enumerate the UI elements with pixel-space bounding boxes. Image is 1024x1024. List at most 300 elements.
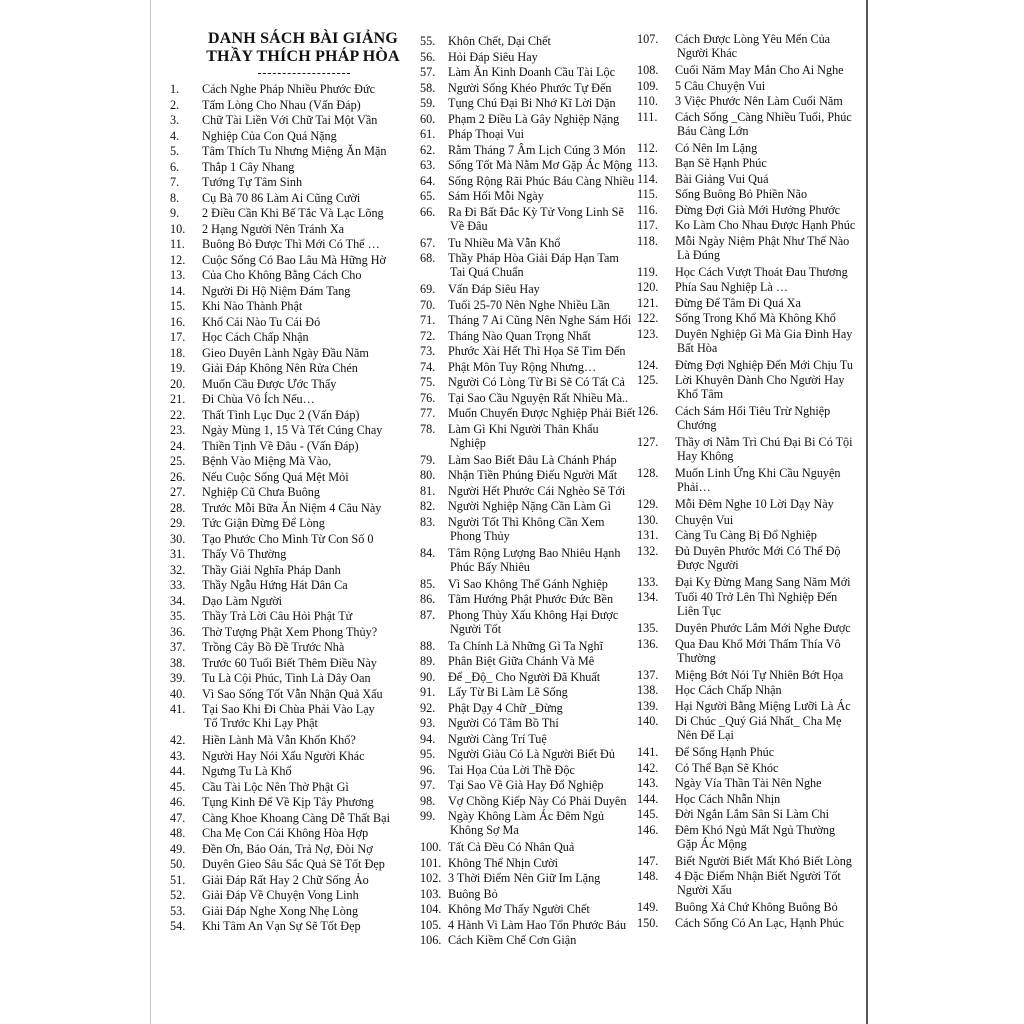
- lecture-title: Tại Sao Khi Đi Chùa Phải Vào Lạy: [202, 702, 375, 716]
- lecture-title: Thiền Tịnh Về Đâu - (Vấn Đáp): [202, 438, 359, 453]
- lecture-item: [420, 453, 617, 467]
- lecture-title-continuation: Hay Không: [677, 449, 734, 463]
- lecture-title: Người Đi Hộ Niệm Đám Tang: [202, 283, 351, 298]
- lecture-item: [420, 422, 599, 450]
- lecture-title-continuation: Báu Càng Lớn: [677, 123, 749, 138]
- lecture-title: Biết Người Biết Mất Khó Biết Lòng: [675, 853, 852, 868]
- lecture-item: [170, 175, 302, 189]
- lecture-title: Khổ Cái Nào Tu Cái Đó: [202, 314, 321, 329]
- lecture-title-continuation: Liên Tục: [677, 604, 722, 618]
- lecture-item: [420, 298, 610, 312]
- lecture-title: 2 Hạng Người Nên Tránh Xa: [202, 221, 345, 236]
- lecture-title: Ngày Không Làm Ác Đêm Ngủ: [448, 809, 605, 823]
- lecture-number: 12.: [170, 252, 186, 267]
- lecture-number: 118.: [637, 233, 658, 248]
- lecture-item: [420, 887, 498, 901]
- lecture-title: Chuyện Vui: [675, 512, 734, 527]
- lecture-item: [170, 702, 375, 730]
- lecture-title: Tức Giận Đừng Để Lòng: [202, 516, 325, 530]
- lecture-number: 127.: [637, 435, 659, 449]
- lecture-title: Người Có Lòng Từ Bi Sẽ Có Tất Cả: [448, 375, 625, 389]
- lecture-number: 101.: [420, 855, 442, 870]
- lecture-item: [637, 327, 852, 355]
- page-left-edge: [150, 0, 151, 1024]
- lecture-title: Tụng Chú Đại Bi Nhớ Kĩ Lời Dặn: [448, 96, 616, 110]
- lecture-title: Miệng Bớt Nói Tự Nhiên Bớt Họa: [675, 667, 844, 682]
- lecture-item: [637, 714, 842, 742]
- lecture-item: [170, 842, 373, 856]
- lecture-number: 51.: [170, 872, 186, 887]
- lecture-item: [637, 792, 780, 806]
- lecture-item: [170, 749, 365, 763]
- lecture-number: 17.: [170, 330, 186, 344]
- lecture-number: 91.: [420, 685, 436, 699]
- lecture-number: 29.: [170, 516, 186, 530]
- lecture-title: Giải Đáp Nghe Xong Nhẹ Lòng: [202, 903, 359, 918]
- lecture-title: Tu Nhiều Mà Vẫn Khổ: [448, 235, 561, 250]
- lecture-title: Tâm Rộng Lượng Bao Nhiêu Hạnh: [448, 545, 621, 560]
- lecture-number: 86.: [420, 592, 436, 606]
- lecture-number: 72.: [420, 328, 436, 343]
- lecture-item: [170, 671, 371, 685]
- lecture-item: [420, 902, 590, 916]
- lecture-item: [637, 265, 848, 279]
- lecture-number: 71.: [420, 313, 436, 327]
- lecture-title: Nếu Cuộc Sống Quá Mệt Mỏi: [202, 469, 349, 484]
- lecture-number: 47.: [170, 810, 186, 825]
- lecture-number: 105.: [420, 917, 442, 932]
- lecture-title: Người Giàu Có Là Người Biết Đủ: [448, 747, 615, 761]
- lecture-item: [420, 546, 620, 574]
- lecture-title: Làm Ăn Kinh Doanh Cầu Tài Lộc: [448, 65, 615, 79]
- lecture-number: 66.: [420, 204, 436, 219]
- lecture-item: [637, 203, 840, 217]
- lecture-title: Bệnh Vào Miệng Mà Vào,: [202, 454, 332, 468]
- lecture-item: [420, 205, 624, 233]
- lecture-title-continuation: Tổ Trước Khi Lạy Phật: [204, 716, 318, 730]
- lecture-title: Khi Nào Thành Phật: [202, 299, 303, 313]
- lecture-title: Mỗi Đêm Nghe 10 Lời Dạy Này: [675, 497, 834, 511]
- lecture-title: Thấy Vô Thường: [202, 547, 287, 561]
- lecture-number: 112.: [637, 140, 658, 155]
- lecture-item: [170, 826, 368, 840]
- lecture-title: Sống Tốt Mà Nằm Mơ Gặp Ác Mộng: [448, 158, 632, 172]
- lecture-item: [170, 191, 360, 205]
- lecture-item: [637, 187, 807, 201]
- lecture-number: 9.: [170, 206, 180, 220]
- lecture-number: 77.: [420, 406, 436, 420]
- lecture-number: 60.: [420, 111, 436, 126]
- lecture-item: [170, 764, 292, 778]
- lecture-item: [420, 639, 603, 653]
- lecture-item: [420, 499, 611, 513]
- lecture-item: [637, 172, 768, 186]
- lecture-item: [420, 515, 604, 543]
- lecture-item: [637, 528, 817, 542]
- lecture-number: 28.: [170, 500, 186, 515]
- lecture-number: 147.: [637, 853, 659, 868]
- lecture-number: 24.: [170, 438, 186, 453]
- lecture-item: [637, 621, 851, 635]
- lecture-title-continuation: Không Sợ Ma: [450, 823, 519, 837]
- lecture-title: 4 Đặc Điểm Nhận Biết Người Tốt: [675, 869, 841, 883]
- lecture-number: 95.: [420, 747, 436, 761]
- lecture-title: Trồng Cây Bồ Đề Trước Nhà: [202, 640, 345, 654]
- lecture-title: Học Cách Nhẫn Nhịn: [675, 791, 781, 806]
- lecture-item: [170, 392, 315, 406]
- lecture-number: 52.: [170, 888, 186, 902]
- lecture-number: 10.: [170, 221, 186, 236]
- lecture-item: [637, 807, 829, 821]
- lecture-number: 98.: [420, 793, 436, 808]
- lecture-title: Không Mơ Thấy Người Chết: [448, 902, 590, 916]
- lecture-number: 26.: [170, 469, 186, 484]
- lecture-item: [170, 361, 358, 375]
- lecture-number: 46.: [170, 795, 186, 809]
- lecture-item: [170, 82, 375, 96]
- lecture-number: 43.: [170, 748, 186, 763]
- lecture-number: 139.: [637, 698, 659, 713]
- lecture-item: [420, 65, 615, 79]
- lecture-item: [170, 144, 386, 158]
- lecture-item: [170, 919, 361, 933]
- lecture-number: 13.: [170, 268, 186, 282]
- lecture-number: 99.: [420, 809, 436, 823]
- lecture-number: 128.: [637, 466, 659, 480]
- lecture-title-continuation: Phải…: [677, 480, 711, 494]
- lecture-number: 140.: [637, 714, 659, 728]
- lecture-number: 137.: [637, 667, 659, 682]
- lecture-title: Đừng Đợi Nghiệp Đến Mới Chịu Tu: [675, 357, 853, 372]
- lecture-number: 63.: [420, 158, 436, 172]
- lecture-title: Cách Nghe Pháp Nhiều Phước Đức: [202, 82, 375, 96]
- lecture-title: Cầu Tài Lộc Nên Thờ Phật Gì: [202, 779, 349, 794]
- lecture-item: [637, 466, 841, 494]
- lecture-title: Đủ Duyên Phước Mới Có Thể Độ: [675, 543, 841, 558]
- lecture-number: 103.: [420, 886, 442, 901]
- lecture-item: [170, 470, 349, 484]
- lecture-item: [637, 869, 841, 897]
- lecture-number: 65.: [420, 189, 436, 203]
- lecture-item: [170, 733, 356, 747]
- lecture-title: Duyên Nghiệp Gì Mà Gia Đình Hay: [675, 326, 853, 341]
- lecture-title: Tấm Lòng Cho Nhau (Vấn Đáp): [202, 97, 361, 112]
- lecture-item: [170, 222, 344, 236]
- lecture-item: [637, 683, 782, 697]
- lecture-number: 74.: [420, 359, 436, 374]
- lecture-number: 58.: [420, 80, 436, 95]
- lecture-title: Ngày Vía Thần Tài Nên Nghe: [675, 776, 822, 790]
- lecture-number: 148.: [637, 869, 659, 883]
- lecture-title: Muốn Linh Ứng Khi Cầu Nguyện: [675, 466, 841, 480]
- lecture-item: [170, 656, 377, 670]
- lecture-item: [170, 640, 344, 654]
- lecture-number: 49.: [170, 841, 186, 856]
- lecture-title: Giải Đáp Rất Hay 2 Chữ Sống Ảo: [202, 872, 369, 887]
- lecture-number: 59.: [420, 96, 436, 110]
- lecture-number: 54.: [170, 919, 186, 933]
- lecture-item: [637, 110, 852, 138]
- lecture-title-continuation: Người Khác: [677, 46, 738, 60]
- lecture-item: [420, 189, 544, 203]
- lecture-item: [637, 637, 841, 665]
- lecture-number: 89.: [420, 654, 436, 668]
- lecture-item: [170, 888, 359, 902]
- lecture-title: Tạo Phước Cho Mình Từ Con Số 0: [202, 531, 374, 546]
- lecture-number: 120.: [637, 280, 659, 294]
- lecture-title: 2 Điều Cần Khi Bế Tắc Và Lạc Lõng: [202, 206, 384, 220]
- lecture-item: [420, 251, 619, 279]
- lecture-number: 113.: [637, 156, 658, 170]
- lecture-item: [170, 253, 386, 267]
- lecture-title: Lời Khuyên Dành Cho Người Hay: [675, 373, 845, 387]
- lecture-number: 76.: [420, 390, 436, 405]
- lecture-number: 143.: [637, 776, 659, 790]
- lecture-number: 83.: [420, 514, 436, 529]
- lecture-item: [420, 794, 626, 808]
- lecture-number: 150.: [637, 915, 659, 930]
- lecture-item: [420, 375, 625, 389]
- lecture-number: 134.: [637, 590, 659, 604]
- lecture-item: [637, 234, 849, 262]
- lecture-title: Tất Cả Đều Có Nhân Quả: [448, 840, 575, 854]
- lecture-title: Tâm Hướng Phật Phước Đức Bền: [448, 592, 614, 606]
- lecture-title: Duyên Phước Lắm Mới Nghe Được: [675, 621, 851, 635]
- lecture-item: [170, 98, 361, 112]
- lecture-title: 3 Việc Phước Nên Làm Cuối Năm: [675, 94, 843, 108]
- lecture-item: [637, 358, 853, 372]
- lecture-number: 68.: [420, 251, 436, 265]
- lecture-item: [637, 141, 757, 155]
- lecture-number: 111.: [637, 109, 658, 124]
- lecture-item: [170, 687, 383, 701]
- lecture-item: [420, 468, 617, 482]
- lecture-item: [420, 344, 625, 358]
- lecture-number: 138.: [637, 683, 659, 697]
- lecture-title: Thất Tình Lục Dục 2 (Vấn Đáp): [202, 407, 360, 422]
- lecture-number: 32.: [170, 562, 186, 577]
- lecture-title: Tại Sao Về Già Hay Đổ Nghiệp: [448, 778, 604, 792]
- lecture-title: Ra Đi Bất Đắc Kỳ Tử Vong Linh Sẽ: [448, 204, 624, 219]
- lecture-item: [637, 823, 835, 851]
- lecture-item: [637, 854, 852, 868]
- lecture-title-continuation: Bất Hòa: [677, 340, 718, 355]
- lecture-item: [420, 763, 575, 777]
- lecture-item: [170, 904, 358, 918]
- lecture-number: 1.: [170, 82, 180, 96]
- lecture-title: Sám Hối Mỗi Ngày: [448, 189, 544, 203]
- lecture-title: Đại Kỵ Đừng Mang Sang Năm Mới: [675, 574, 851, 589]
- lecture-number: 87.: [420, 607, 436, 622]
- lecture-title: Sống Trong Khổ Mà Không Khổ: [675, 311, 836, 325]
- lecture-number: 93.: [420, 716, 436, 730]
- lecture-number: 67.: [420, 235, 436, 250]
- lecture-number: 115.: [637, 187, 658, 201]
- lecture-title: Tháng Nào Quan Trọng Nhất: [448, 328, 591, 343]
- lecture-number: 122.: [637, 311, 659, 325]
- lecture-item: [420, 840, 574, 854]
- lecture-item: [420, 608, 618, 636]
- lecture-item: [170, 780, 349, 794]
- lecture-title: Tuổi 40 Trở Lên Thì Nghiệp Đến: [675, 590, 838, 604]
- lecture-title: Di Chúc _Quý Giá Nhất_ Cha Mẹ: [675, 714, 842, 728]
- lecture-number: 92.: [420, 700, 436, 715]
- lecture-item: [420, 406, 635, 420]
- lecture-title: Sống Rộng Rãi Phúc Báu Càng Nhiều: [448, 173, 635, 188]
- lecture-number: 11.: [170, 237, 185, 251]
- lecture-item: [170, 268, 361, 282]
- lecture-item: [420, 809, 604, 837]
- lecture-title: Gieo Duyên Lành Ngày Đầu Năm: [202, 345, 369, 360]
- lecture-title: Thắp 1 Cây Nhang: [202, 159, 295, 174]
- lecture-title: Nghiệp Của Con Quá Nặng: [202, 128, 337, 143]
- lecture-item: [170, 454, 331, 468]
- lecture-title: Cách Sống Có An Lạc, Hạnh Phúc: [675, 915, 844, 930]
- lecture-number: 23.: [170, 423, 186, 437]
- lecture-title: Phật Môn Tuy Rộng Nhưng…: [448, 359, 597, 374]
- lecture-title-continuation: Người Xấu: [677, 883, 732, 897]
- lecture-number: 130.: [637, 512, 659, 527]
- lecture-item: [420, 778, 603, 792]
- lecture-number: 16.: [170, 314, 186, 329]
- lecture-title: Người Hay Nói Xấu Người Khác: [202, 748, 365, 763]
- lecture-number: 132.: [637, 543, 659, 558]
- lecture-number: 124.: [637, 357, 659, 372]
- lecture-item: [637, 513, 733, 527]
- lecture-item: [170, 563, 341, 577]
- lecture-item: [637, 900, 838, 914]
- lecture-item: [420, 360, 596, 374]
- lecture-number: 64.: [420, 173, 436, 188]
- lecture-item: [170, 423, 382, 437]
- lecture-title-continuation: Nghiệp: [450, 435, 486, 450]
- lecture-number: 56.: [420, 49, 436, 64]
- lecture-title: Cách Được Lòng Yêu Mến Của: [675, 32, 831, 46]
- lecture-title: Người Tốt Thì Không Cần Xem: [448, 514, 605, 529]
- lecture-number: 40.: [170, 686, 186, 701]
- lecture-item: [420, 81, 612, 95]
- lecture-number: 20.: [170, 376, 186, 391]
- lecture-number: 73.: [420, 344, 436, 358]
- lecture-item: [170, 408, 360, 422]
- lecture-number: 141.: [637, 745, 659, 759]
- lecture-number: 75.: [420, 375, 436, 389]
- lecture-item: [170, 795, 374, 809]
- lecture-item: [420, 716, 559, 730]
- lecture-title: Rằm Tháng 7 Âm Lịch Cúng 3 Món: [448, 142, 626, 157]
- lecture-number: 61.: [420, 127, 436, 141]
- lecture-item: [637, 280, 788, 294]
- lecture-title: Tại Sao Cầu Nguyện Rất Nhiều Mà..: [448, 390, 629, 405]
- lecture-number: 14.: [170, 283, 186, 298]
- lecture-number: 94.: [420, 731, 436, 746]
- lecture-item: [637, 668, 843, 682]
- lecture-item: [420, 391, 628, 405]
- lecture-item: [420, 112, 619, 126]
- lecture-item: [637, 63, 844, 77]
- lecture-item: [420, 933, 576, 947]
- lecture-title: Phía Sau Nghiệp Là …: [675, 280, 789, 294]
- lecture-title: Đêm Khó Ngủ Mất Ngủ Thường: [675, 822, 836, 837]
- lecture-title: Cuộc Sống Có Bao Lâu Mà Hững Hờ: [202, 252, 387, 267]
- lecture-title: Để _Độ_ Cho Người Đã Khuất: [448, 669, 601, 684]
- lecture-title: Vấn Đáp Siêu Hay: [448, 282, 540, 296]
- lecture-number: 97.: [420, 778, 436, 792]
- lecture-item: [420, 158, 632, 172]
- lecture-number: 96.: [420, 762, 436, 777]
- lecture-title: Hỏi Đáp Siêu Hay: [448, 49, 538, 64]
- lecture-title: Trước Mỗi Bữa Ăn Niệm 4 Câu Này: [202, 500, 382, 515]
- lecture-item: [637, 761, 778, 775]
- lecture-item: [637, 218, 855, 232]
- lecture-title: Đền Ơn, Báo Oán, Trả Nợ, Đòi Nợ: [202, 841, 373, 856]
- lecture-title: Ta Chính Là Những Gì Ta Nghĩ: [448, 638, 603, 653]
- lecture-title: Khôn Chết, Dại Chết: [448, 34, 551, 48]
- lecture-item: [420, 96, 616, 110]
- lecture-title: Đừng Đợi Già Mới Hưởng Phước: [675, 202, 841, 217]
- lecture-number: 125.: [637, 373, 659, 387]
- lecture-item: [420, 34, 551, 48]
- lecture-number: 136.: [637, 636, 659, 651]
- lecture-number: 90.: [420, 669, 436, 684]
- lecture-item: [170, 625, 377, 639]
- lecture-item: [420, 329, 591, 343]
- lecture-item: [420, 174, 634, 188]
- lecture-title: Cha Mẹ Con Cái Không Hòa Hợp: [202, 826, 369, 840]
- lecture-item: [420, 127, 524, 141]
- lecture-item: [420, 670, 600, 684]
- lecture-item: [637, 699, 851, 713]
- lecture-number: 142.: [637, 760, 659, 775]
- lecture-item: [170, 857, 385, 871]
- lecture-title: Phạm 2 Điều Là Gây Nghiệp Nặng: [448, 111, 620, 126]
- lecture-number: 2.: [170, 97, 180, 112]
- lecture-item: [637, 296, 801, 310]
- lecture-title: Đi Chùa Vô Ích Nếu…: [202, 392, 315, 406]
- lecture-title: Vợ Chồng Kiếp Này Có Phải Duyên: [448, 793, 627, 808]
- lecture-item: [170, 873, 369, 887]
- lecture-number: 53.: [170, 903, 186, 918]
- lecture-title: Của Cho Không Bằng Cách Cho: [202, 268, 362, 282]
- lecture-title-continuation: Là Đúng: [677, 247, 720, 262]
- lecture-number: 85.: [420, 576, 436, 591]
- lecture-number: 149.: [637, 900, 659, 914]
- lecture-item: [420, 484, 625, 498]
- lecture-title: Vì Sao Không Thể Gánh Nghiệp: [448, 576, 608, 591]
- lecture-number: 144.: [637, 791, 659, 806]
- lecture-item: [170, 532, 373, 546]
- lecture-item: [170, 594, 282, 608]
- lecture-number: 79.: [420, 452, 436, 467]
- lecture-title: Cụ Bà 70 86 Làm Ai Cũng Cười: [202, 190, 361, 205]
- lecture-title: Làm Gì Khi Người Thân Khẩu: [448, 421, 599, 436]
- lecture-title: Tướng Tự Tâm Sinh: [202, 175, 303, 189]
- lecture-title: Càng Khoe Khoang Càng Dễ Thất Bại: [202, 810, 390, 825]
- lecture-number: 145.: [637, 807, 659, 821]
- lecture-title: Người Nghiệp Nặng Cần Làm Gì: [448, 499, 611, 513]
- lecture-item: [170, 609, 352, 623]
- lecture-title: Ngưng Tu Là Khổ: [202, 764, 292, 778]
- lecture-number: 41.: [170, 702, 186, 716]
- lecture-item: [420, 577, 608, 591]
- lecture-item: [170, 299, 302, 313]
- lecture-number: 38.: [170, 655, 186, 670]
- lecture-item: [637, 32, 830, 60]
- lecture-title: Khi Tâm An Vạn Sự Sẽ Tốt Đẹp: [202, 919, 361, 933]
- lecture-title: Sống Buông Bỏ Phiền Não: [675, 187, 808, 201]
- lecture-title: Thầy Ngẫu Hứng Hát Dân Ca: [202, 578, 348, 592]
- lecture-title: Dạo Làm Người: [202, 593, 283, 608]
